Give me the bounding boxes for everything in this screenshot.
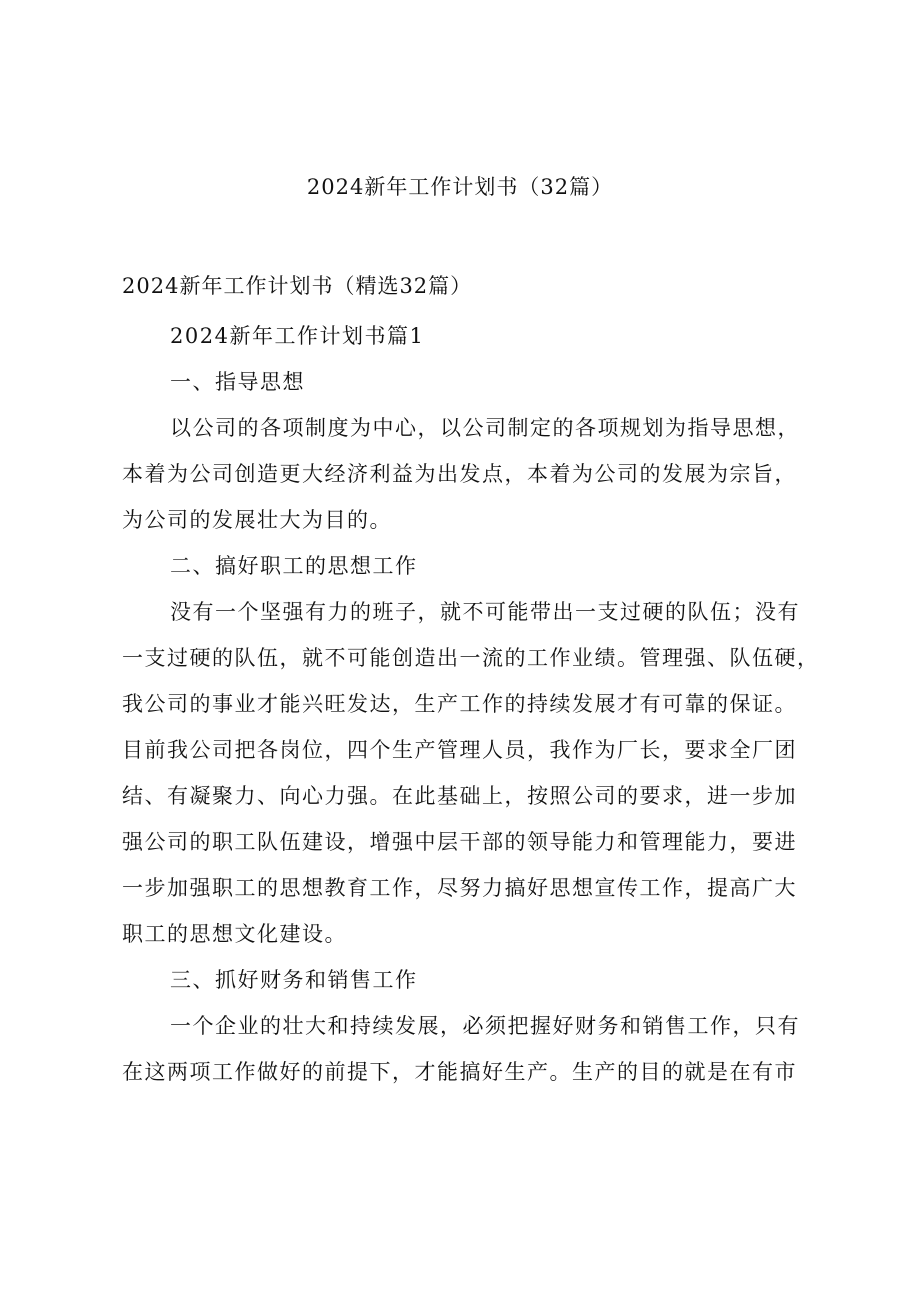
paragraph-line: 本着为公司创造更大经济利益为出发点，本着为公司的发展为宗旨， xyxy=(122,462,797,486)
paragraph-line: 在这两项工作做好的前提下，才能搞好生产。生产的目的就是在有市 xyxy=(122,1060,797,1084)
paragraph-line: 我公司的事业才能兴旺发达，生产工作的持续发展才有可靠的保证。 xyxy=(122,692,797,716)
section-heading: 一、指导思想 xyxy=(170,370,305,394)
document-title: 2024新年工作计划书（32篇） xyxy=(306,175,614,199)
section-heading: 三、抓好财务和销售工作 xyxy=(170,968,418,992)
paragraph-line: 一支过硬的队伍，就不可能创造出一流的工作业绩。管理强、队伍硬， xyxy=(122,646,820,670)
paragraph-line: 目前我公司把各岗位，四个生产管理人员，我作为厂长，要求全厂团 xyxy=(122,738,797,762)
paragraph-line: 职工的思想文化建设。 xyxy=(122,922,347,946)
paragraph-line: 没有一个坚强有力的班子，就不可能带出一支过硬的队伍；没有 xyxy=(170,600,800,624)
paragraph-line: 以公司的各项制度为中心，以公司制定的各项规划为指导思想， xyxy=(170,416,800,440)
paragraph-line: 为公司的发展壮大为目的。 xyxy=(122,508,392,532)
document-subtitle: 2024新年工作计划书（精选32篇） xyxy=(122,274,473,298)
paragraph-line: 一个企业的壮大和持续发展，必须把握好财务和销售工作，只有 xyxy=(170,1014,800,1038)
paragraph-line: 强公司的职工队伍建设，增强中层干部的领导能力和管理能力，要进 xyxy=(122,830,797,854)
paragraph-line: 一步加强职工的思想教育工作，尽努力搞好思想宣传工作，提高广大 xyxy=(122,876,797,900)
section-heading: 二、搞好职工的思想工作 xyxy=(170,554,418,578)
section-heading: 2024新年工作计划书篇1 xyxy=(170,324,425,348)
document-body xyxy=(122,320,818,1088)
paragraph-line: 结、有凝聚力、向心力强。在此基础上，按照公司的要求，进一步加 xyxy=(122,784,797,808)
